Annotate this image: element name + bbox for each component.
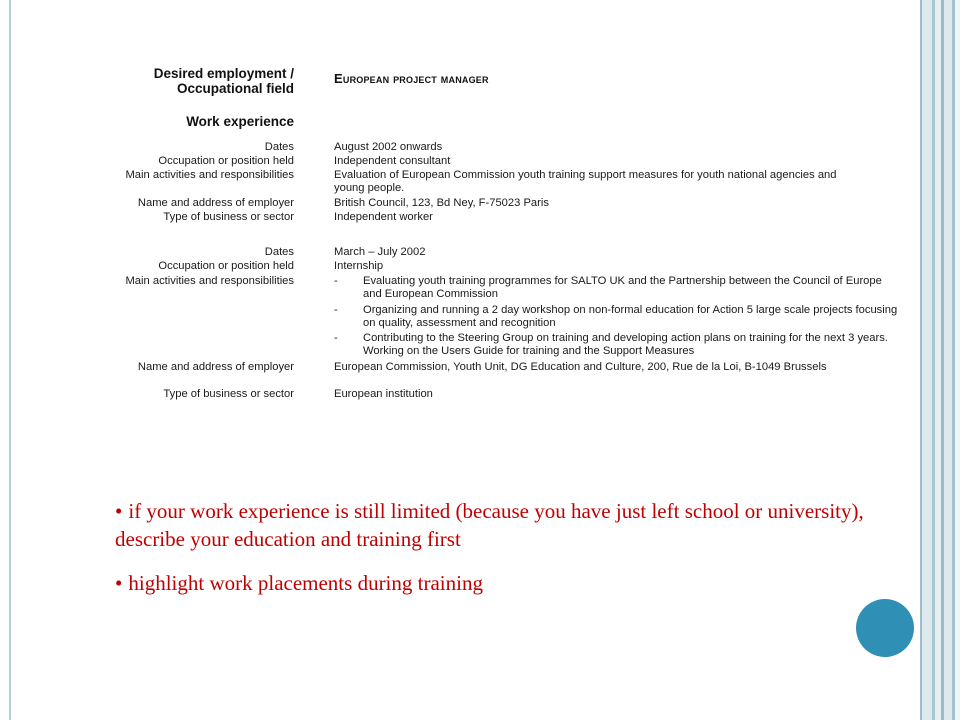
bullet-icon: • xyxy=(115,571,123,595)
note-item xyxy=(115,569,875,597)
desired-employment-value: European project manager xyxy=(334,71,489,86)
work-experience-heading: Work experience xyxy=(186,114,294,129)
slide-frame-right xyxy=(918,0,960,720)
job2-business: European institution xyxy=(334,388,433,400)
job1-activities-label: Main activities and responsibilities xyxy=(125,169,294,181)
note-text: highlight work placements during training xyxy=(128,571,483,595)
job1-employer-label: Name and address of employer xyxy=(137,197,294,209)
job2-activities-label: Main activities and responsibilities xyxy=(125,275,294,287)
job2-occupation: Internship xyxy=(334,260,384,272)
job2-employer: European Commission, Youth Unit, DG Education and Culture, 200, Rue de la Loi, B-1049 Brussels xyxy=(334,361,827,373)
job2-employer-label: Name and address of employer xyxy=(137,361,294,373)
job2-activity-2: Organizing and running a 2 day workshop on non-formal education for Action 5 large scale projects focusing on quality, assessment and recognition xyxy=(363,304,898,329)
job1-employer: British Council, 123, Bd Ney, F-75023 Paris xyxy=(334,197,549,209)
job2-occupation-label: Occupation or position held xyxy=(158,260,294,272)
job1-dates-label: Dates xyxy=(264,141,294,153)
job1-activities: Evaluation of European Commission youth training support measures for youth national agencies and young people. xyxy=(334,169,837,194)
job1-occupation-label: Occupation or position held xyxy=(158,155,294,167)
job1-business-label: Type of business or sector xyxy=(163,211,294,223)
job2-dates-label: Dates xyxy=(264,246,294,258)
note-text: if your work experience is still limited (because you have just left school or university), describe your education and training first xyxy=(115,499,864,551)
job1-dates: August 2002 onwards xyxy=(334,141,443,153)
job2-activity-dash-3: - xyxy=(334,332,338,344)
job1-business: Independent worker xyxy=(334,211,433,223)
note-item xyxy=(115,497,875,553)
job2-business-label: Type of business or sector xyxy=(163,388,294,400)
desired-employment-label: Desired employment / Occupational field xyxy=(153,66,294,96)
job1-occupation: Independent consultant xyxy=(334,155,451,167)
bullet-icon: • xyxy=(115,499,123,523)
job2-activity-dash-2: - xyxy=(334,304,338,316)
job2-activity-1: Evaluating youth training programmes for SALTO UK and the Partnership between the Council of Europe and European Commission xyxy=(363,275,882,300)
job2-activity-3: Contributing to the Steering Group on training and developing action plans on training for the next 3 years. Working on the Users Guide for training and the Support Measures xyxy=(363,332,888,357)
job2-dates: March – July 2002 xyxy=(334,246,426,258)
advice-notes xyxy=(115,497,875,613)
job2-activity-dash-1: - xyxy=(334,275,338,287)
